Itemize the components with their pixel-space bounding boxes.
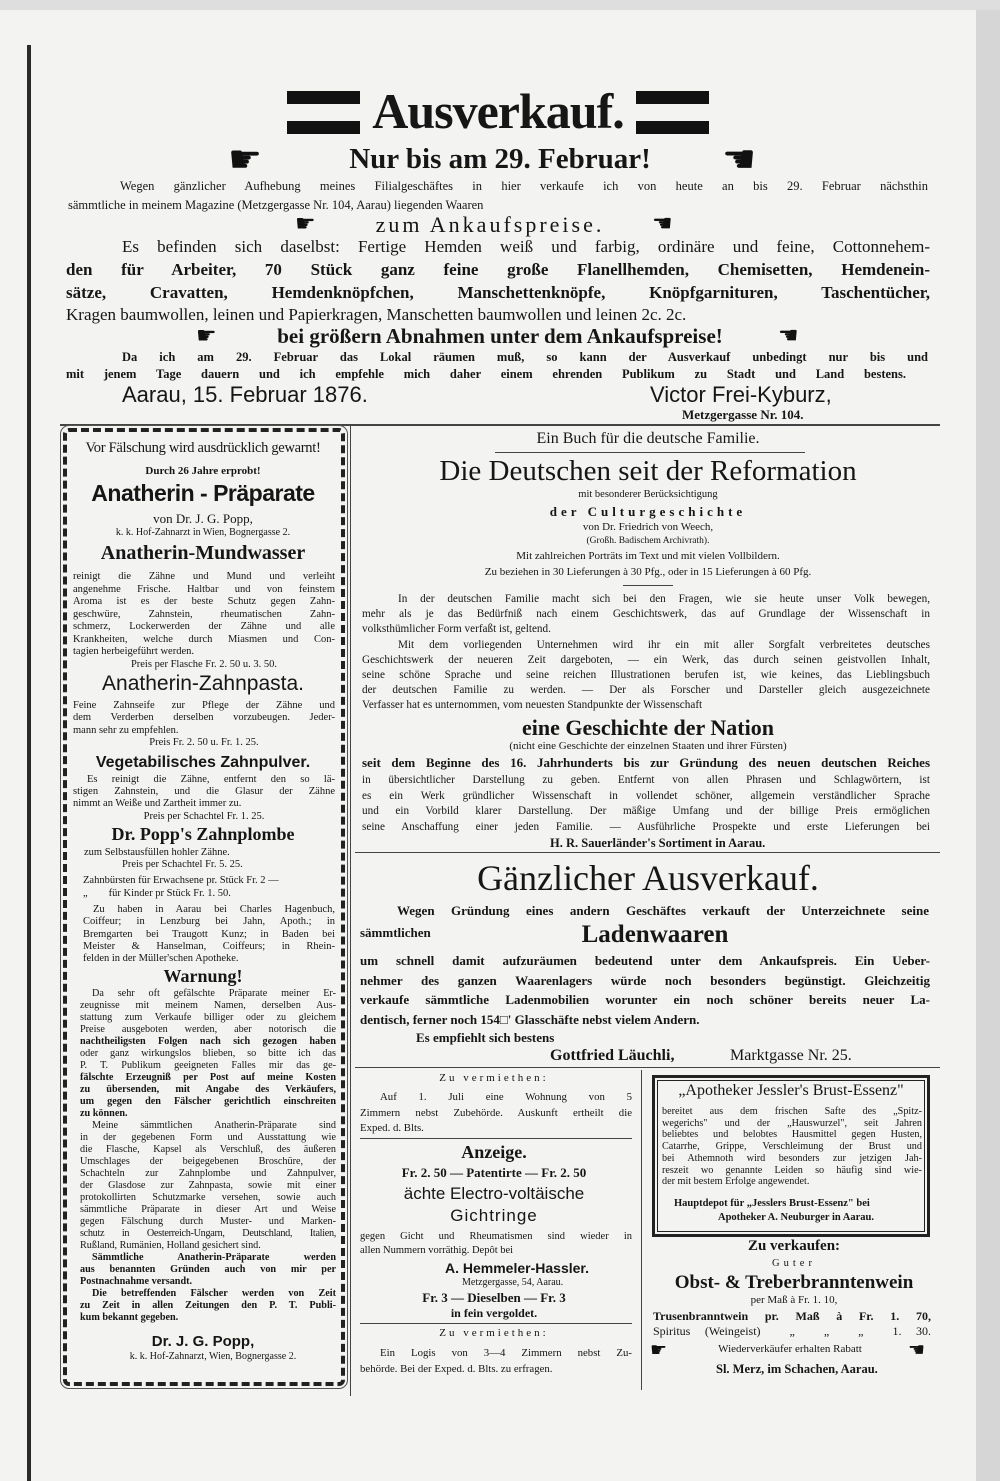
- text-line: zu übersenden, mit Angabe des Verkäufers,: [80, 1084, 336, 1095]
- scan-right-edge: [976, 10, 1000, 1481]
- text-line: Auf 1. Juli eine Wohnung von 5: [380, 1091, 632, 1103]
- items-line: Kragen baumwollen, leinen und Papierkragen, Manschetten baumwollen und leinen 2c. 2c.: [66, 305, 687, 324]
- rings-dealer: A. Hemmeler-Hassler.: [445, 1260, 589, 1276]
- text-line: Catarrhe, Grippe, Verschleimung der Brust und: [662, 1141, 922, 1153]
- laeuchli-line: Wegen Gründung eines andern Geschäftes verkauft der Unterzeichnete seine: [397, 903, 929, 918]
- laeuchli-title: Gänzlicher Ausverkauf.: [477, 858, 819, 898]
- text-line: gegen Fälschung durch Muster- und Marken-: [80, 1216, 336, 1227]
- laeuchli-line: sämmtlichen: [360, 925, 431, 940]
- warnung-heading: Warnung!: [163, 966, 243, 986]
- text-line: beliebtes und belobtes Hausmittel gegen Husten,: [662, 1129, 922, 1141]
- divider: [355, 852, 940, 853]
- text-line: In der deutschen Familie macht sich bei den Fragen, wie sie heute unser Volk bewegen,: [398, 593, 930, 605]
- column-divider: [641, 1070, 642, 1390]
- price-line: Preis per Schachtel Fr. 5. 25.: [122, 859, 243, 870]
- text-line: Meine sämmtlichen Anatherin-Präparate sind: [92, 1120, 336, 1131]
- book-subtitle: mit besonderer Berücksichtigung: [578, 489, 718, 500]
- text-line: in der gegebenen Form und Ausstattung wie: [80, 1132, 336, 1143]
- items-line: Es befinden sich daselbst: Fertige Hemden weiß und farbig, ordinäre und feine, Cottonnehem-: [122, 237, 930, 256]
- price-line: Preis Fr. 2. 50 u. Fr. 1. 25.: [149, 736, 259, 748]
- text-line: felden in der Müller'schen Apotheke.: [83, 953, 239, 965]
- text-line: behörde. Bei der Exped. d. Blts. zu erfragen.: [360, 1362, 553, 1375]
- text-line: sämmtliche Präparate in dieser Art und Weise: [80, 1204, 336, 1215]
- scan-top-edge: [0, 0, 1000, 10]
- text-line: stigen Zahnstein, und die Glasur der Zähne: [73, 786, 335, 798]
- text-line: tagien herbeigeführt werden.: [73, 646, 194, 657]
- pointing-hand-right-icon: ☛: [228, 137, 263, 181]
- text-line: gegen Gicht und Rheumatismen sind wieder in: [360, 1231, 632, 1242]
- laeuchli-closing: Es empfiehlt sich bestens: [416, 1030, 555, 1045]
- since-line: seit dem Beginne des 16. Jahrhunderts bis zur Gründung des neuen deutschen Reiches: [362, 755, 930, 770]
- zahnpasta-body: [73, 700, 335, 749]
- rings-dealer-address: Metzgergasse, 54, Aarau.: [462, 1277, 564, 1288]
- text-line: der deutschen Familie zu werden. — Der als Forscher und Darsteller gleich ausgezeichnete: [362, 684, 930, 697]
- merz-price: Trusenbranntwein pr. Maß à Fr. 1. 70,: [653, 1309, 931, 1323]
- rent-body: [360, 1346, 632, 1377]
- divider: [623, 585, 673, 586]
- warnung-body: [80, 988, 336, 1324]
- pointing-hand-right-icon: ☛: [295, 211, 316, 237]
- text-line: reinigt die Zähne und Mund und verleiht: [73, 571, 335, 582]
- brushes-line: „ für Kinder pr Stück Fr. 1. 50.: [83, 888, 231, 899]
- pointing-hand-left-icon: ☚: [652, 211, 673, 237]
- popp-signature: Dr. J. G. Popp,: [151, 1333, 255, 1350]
- bulk-discount-line: bei größern Abnahmen unter dem Ankaufspreise!: [277, 324, 723, 348]
- text-line: die Flasche, Kapsel als Verschluß, des äußeren: [80, 1144, 336, 1155]
- plombe-body: zum Selbstausfüllen hohler Zähne.: [84, 847, 230, 858]
- text-line: Rußland, Rumänien, Holland gesichert sind.: [80, 1240, 261, 1251]
- ankauf-heading: zum Ankaufspreise.: [375, 212, 605, 237]
- rings-price: Fr. 2. 50 — Patentirte — Fr. 2. 50: [401, 1165, 587, 1180]
- merz-signature: Sl. Merz, im Schachen, Aarau.: [716, 1362, 878, 1376]
- scan-left-edge: [27, 45, 31, 1481]
- book-portraits: Mit zahlreichen Porträts im Text und mit vielen Vollbildern.: [516, 550, 780, 562]
- text-line: Krankheiten, welche durch Miasmen und Con-: [73, 633, 335, 645]
- laeuchli-body: [360, 951, 930, 1029]
- laeuchli-address: Marktgasse Nr. 25.: [730, 1047, 852, 1064]
- intro-line: Wegen gänzlicher Aufhebung meines Filialgeschäftes in hier verkaufe ich von heute an bis 29. Februar nächsthin: [120, 179, 928, 193]
- nation-heading: eine Geschichte der Nation: [522, 715, 774, 740]
- text-line: zeugnisse mit meinem Namen, derselben Aus-: [80, 1000, 336, 1011]
- text-line: schutz in Oesterreich-Ungarn, Deutschland, Italien,: [80, 1228, 336, 1239]
- merz-title: Obst- & Treberbranntenwein: [674, 1272, 914, 1293]
- text-line: Es reinigt die Zähne, entfernt den so lä-: [87, 774, 335, 785]
- text-line: angenehme Frische. Haltbar und von feinstem: [73, 583, 335, 595]
- popp-title: Anatherin - Präparate: [91, 480, 315, 506]
- zahnpulver-body: [73, 774, 335, 823]
- book-delivery: Zu beziehen in 30 Lieferungen à 30 Pfg., oder in 15 Lieferungen à 60 Pfg.: [484, 566, 812, 578]
- merz-heading: Zu verkaufen:: [747, 1238, 841, 1254]
- text-line: Verfasser hat es unternommen, vom neuesten Standpunkte der Wissenschaft: [362, 699, 703, 712]
- text-line: um schnell damit aufzuräumen bedeutend unter dem Ankaufspreis. Ein Ueber-: [360, 953, 930, 968]
- text-line: Umschlages der beigegebenen Broschüre, der: [80, 1156, 336, 1167]
- text-line: aus benannten Gründen auch von mir per: [80, 1264, 336, 1275]
- items-line: sätze, Cravatten, Hemdenknöpfchen, Manschettenknöpfe, Knöpfgarnituren, Taschentücher,: [66, 283, 930, 302]
- divider: [360, 1323, 632, 1324]
- text-line: seine schöne Sprache und seine reichen Illustrationen berufen ist, wie keines, das Lieblingsbuch: [362, 669, 930, 682]
- merz-price: per Maß à Fr. 1. 10,: [750, 1294, 838, 1306]
- decorative-bar: [287, 91, 360, 104]
- text-line: Preise ausgeboten werden, aber notorisch die: [80, 1024, 336, 1035]
- text-line: Coiffeur; in Lenzburg bei Jahn, Apoth.; in: [83, 916, 335, 928]
- text-line: stattung zum Verkaufe billiger oder zu gleichem: [80, 1012, 336, 1023]
- text-line: bei Athemnoth wird besonders zur jetzigen Jah-: [662, 1152, 922, 1164]
- text-line: Exped. d. Blts.: [360, 1122, 424, 1134]
- divider: [360, 1138, 632, 1139]
- text-line: zu können.: [80, 1108, 128, 1119]
- stockists: [83, 904, 335, 965]
- column-divider: [350, 426, 351, 1396]
- popp-signature-line: k. k. Hof-Zahnarzt, Wien, Bognergasse 2.: [129, 1351, 297, 1362]
- text-line: nehmer des ganzen Waarenlagers würde noch besonders begünstigt. Gleichzeitig: [360, 972, 930, 988]
- ad-subtitle: Nur bis am 29. Februar!: [349, 143, 651, 175]
- text-line: Sämmtliche Anatherin-Präparate werden: [92, 1252, 336, 1263]
- text-line: allen Nummern vorräthig. Depôt bei: [360, 1245, 514, 1256]
- intro-line: sämmtliche in meinem Magazine (Metzgergasse Nr. 104, Aarau) liegenden Waaren: [68, 198, 484, 212]
- text-line: Schachteln zur Zahnplombe und Zahnpulver,: [80, 1168, 336, 1179]
- text-line: mehr als je das Bedürfniß nach einem Geschichtswerk, das auf Grundlage der Wissenschaft in: [362, 608, 930, 621]
- text-line: Postnachnahme versandt.: [80, 1276, 193, 1287]
- popp-byline: k. k. Hof-Zahnarzt in Wien, Bognergasse 2.: [115, 527, 291, 538]
- popp-by: von Dr. J. G. Popp,: [153, 511, 253, 526]
- items-line: den für Arbeiter, 70 Stück ganz feine große Flanellhemden, Chemisetten, Hemdenein-: [66, 260, 930, 279]
- text-line: um gegen den Fälscher gerichtlich einschreiten: [80, 1096, 336, 1107]
- book-author: von Dr. Friedrich von Weech,: [582, 521, 714, 533]
- signature: Victor Frei-Kyburz,: [650, 382, 832, 407]
- text-line: Ein Logis von 3—4 Zimmern nebst Zu-: [380, 1347, 632, 1359]
- rent-body: [360, 1090, 632, 1137]
- price-line: Preis per Schachtel Fr. 1. 25.: [143, 810, 265, 822]
- pointing-hand-right-icon: ☛: [650, 1339, 668, 1361]
- book-title: Die Deutschen seit der Reformation: [439, 455, 857, 487]
- book-seller: H. R. Sauerländer's Sortiment in Aarau.: [550, 836, 766, 850]
- mundwasser-body: [73, 571, 335, 671]
- divider: [355, 1067, 940, 1068]
- brushes-line: Zahnbürsten für Erwachsene pr. Stück Fr. 2 —: [83, 875, 279, 886]
- dateline: Aarau, 15. Februar 1876.: [122, 382, 368, 407]
- text-line: fälschte Erzeugniß per Post auf meine Kosten: [80, 1072, 336, 1083]
- book-kicker: Ein Buch für die deutsche Familie.: [536, 430, 760, 447]
- mundwasser-heading: Anatherin-Mundwasser: [100, 542, 306, 564]
- pointing-hand-left-icon: ☚: [908, 1339, 926, 1361]
- text-line: schmerz, Lockerwerden der Zähne und alle: [73, 621, 335, 632]
- text-line: protokollirten Schutzmarke versehen, sowie auch: [80, 1192, 336, 1203]
- text-line: Mit dem vorliegenden Unternehmen wird ihr ein mit aller Sorgfalt verbreitetes deutsches: [398, 638, 930, 651]
- rent-heading: Zu vermiethen:: [439, 1327, 549, 1339]
- text-line: nimmt an Weiße und Zartheit immer zu.: [73, 798, 242, 810]
- text-line: oder ganz wirkungslos blieben, so bitte ich das: [80, 1048, 336, 1059]
- zahnpulver-heading: Vegetabilisches Zahnpulver.: [95, 754, 311, 771]
- section-divider: [60, 424, 940, 426]
- book-subtitle-bold: der Culturgeschichte: [549, 504, 747, 519]
- book-body: [362, 592, 930, 714]
- jessler-title: „Apotheker Jessler's Brust-Essenz": [678, 1082, 904, 1099]
- jessler-depot: Apotheker A. Neuburger in Aarau.: [718, 1212, 874, 1223]
- text-line: reszeit wo genannte Leiden so häufig sind wie-: [662, 1164, 922, 1176]
- book-body-2: [362, 773, 930, 835]
- text-line: verkaufe sämmtliche Ladenmobilien worunter ein noch schöner bereits neuer La-: [360, 992, 930, 1007]
- ad-title: Ausverkauf.: [372, 83, 624, 139]
- text-line: Feine Zahnseife zur Pflege der Zähne und: [73, 700, 335, 711]
- text-line: der Glasdose zur Zahnpasta, sowie mit einer: [80, 1180, 336, 1191]
- tested-line: Durch 26 Jahre erprobt!: [145, 465, 261, 477]
- text-line: zu Zeit in allen Zeitungen den P. T. Publi-: [80, 1300, 336, 1311]
- text-line: volksthümlicher Form verfaßt ist, geltend.: [362, 623, 551, 636]
- laeuchli-signature: Gottfried Läuchli,: [550, 1047, 675, 1064]
- text-line: Die betreffenden Fälscher werden von Zeit: [92, 1288, 336, 1299]
- rings-gold-price: Fr. 3 — Dieselben — Fr. 3: [422, 1290, 566, 1305]
- text-line: Zimmern nebst Zubehörde. Auskunft ertheilt die: [360, 1106, 632, 1119]
- text-line: Zu haben in Aarau bei Charles Hagenbuch,: [93, 904, 335, 915]
- text-line: bereitet aus dem frischen Safte des „Spitz-: [662, 1106, 922, 1117]
- text-line: dem Verderben derselben vorzubeugen. Jeder-: [73, 712, 335, 724]
- closing-line: mit jenem Tage dauern und ich empfehle mich daher einem ehrenden Publikum zu Stadt und Land bestens.: [66, 367, 906, 381]
- anzeige-heading: Anzeige.: [461, 1142, 527, 1162]
- text-line: der mit bestem Erfolge angewendet.: [662, 1176, 810, 1188]
- text-line: mann sehr zu empfehlen.: [73, 724, 179, 736]
- pointing-hand-left-icon: ☚: [722, 137, 757, 181]
- rent-heading: Zu vermiethen:: [439, 1072, 549, 1084]
- text-line: dentisch, ferner noch 154□' Glasschäfte nebst vielem Andern.: [360, 1011, 700, 1027]
- text-line: wegerichs" und der „Hauswurzel", seit Jahren: [662, 1117, 922, 1129]
- merz-rabatt: Wiederverkäufer erhalten Rabatt: [718, 1343, 862, 1355]
- text-line: nachtheiligsten Folgen nach sich gezogen haben: [80, 1036, 336, 1047]
- text-line: Meister & Hanselman, Coiffeurs; in Rhein-: [83, 940, 335, 952]
- text-line: kum bekannt gegeben.: [80, 1312, 179, 1323]
- text-line: Bremgarten bei Traugott Kunz; in Baden bei: [83, 928, 335, 940]
- text-line: Da sehr oft gefälschte Präparate meiner Er-: [92, 988, 336, 999]
- decorative-bar: [636, 121, 709, 134]
- pointing-hand-left-icon: ☚: [778, 323, 799, 349]
- text-line: in übersichtlicher Darstellung zu geben. Entfernt von allen Phrasen und Schlagwörtern, ist: [362, 774, 930, 786]
- price-line: Preis per Flasche Fr. 2. 50 u. 3. 50.: [130, 658, 278, 670]
- merz-price: Spiritus (Weingeist) „ „ „ 1. 30.: [653, 1324, 931, 1338]
- merz-guter: Guter: [772, 1258, 816, 1269]
- rings-body: [360, 1230, 632, 1258]
- text-line: es ein Werk gründlicher Wissenschaft in vollendet schöner, allgemein verständlicher Sprache: [362, 789, 930, 802]
- signature-address: Metzgergasse Nr. 104.: [682, 407, 804, 422]
- warning-line: Vor Fälschung wird ausdrücklich gewarnt!: [85, 440, 321, 456]
- text-line: und ein Vorbild klarer Darstellung. Der mäßige Umfang und der billige Preis ermöglichen: [362, 805, 930, 817]
- pointing-hand-right-icon: ☛: [196, 323, 217, 349]
- rings-gold-sub: in fein vergoldet.: [450, 1306, 538, 1320]
- zahnpasta-heading: Anatherin-Zahnpasta.: [102, 672, 304, 695]
- text-line: seine Anschaffung einer jeden Familie. — Ausführliche Prospekte und erste Lieferungen bei: [362, 820, 930, 833]
- text-line: Geschichtswerk der neueren Zeit dargeboten, — ein Werk, das durch seinen geistvollen Inhalt,: [362, 653, 930, 666]
- text-line: P. T. Publikum geeigneten Falles mir das ge-: [80, 1060, 336, 1071]
- closing-line: Da ich am 29. Februar das Lokal räumen muß, so kann der Ausverkauf unbedingt nur bis und: [122, 350, 928, 364]
- jessler-body: [662, 1106, 922, 1188]
- decorative-bar: [636, 91, 709, 104]
- text-line: Aroma ist es der beste Schutz gegen Zahn-: [73, 596, 335, 607]
- decorative-bar: [287, 121, 360, 134]
- plombe-heading: Dr. Popp's Zahnplombe: [111, 824, 295, 844]
- divider: [495, 452, 805, 453]
- ladenwaaren-heading: Ladenwaaren: [581, 921, 729, 948]
- book-author-title: (Großh. Badischem Archivrath).: [586, 536, 710, 546]
- text-line: geschwüre, Zahnstein, rheumatischen Zahn-: [73, 608, 335, 620]
- rings-title: Gichtringe: [450, 1206, 538, 1225]
- nation-sub: (nicht eine Geschichte der einzelnen Staaten und ihrer Fürsten): [509, 740, 787, 752]
- jessler-depot: Hauptdepot für „Jesslers Brust-Essenz" bei: [674, 1198, 870, 1209]
- rings-title: ächte Electro-voltäische: [403, 1184, 585, 1203]
